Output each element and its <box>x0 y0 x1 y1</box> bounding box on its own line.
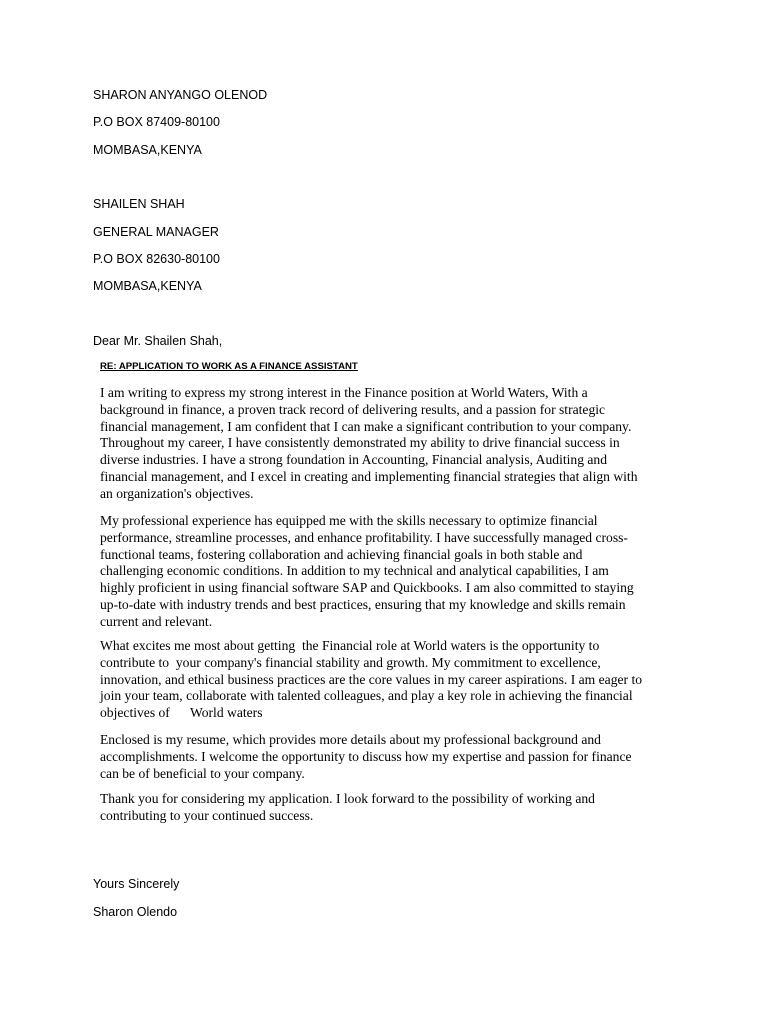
recipient-city: MOMBASA,KENYA <box>93 279 202 293</box>
paragraph-line: up-to-date with industry trends and best practices, ensuring that my knowledge and skills remain <box>100 596 626 612</box>
sender-po-box: P.O BOX 87409-80100 <box>93 115 220 129</box>
paragraph-line: financial management, I am confident that I can make a significant contribution to your company. <box>100 418 632 434</box>
paragraph-line: can be of beneficial to your company. <box>100 765 305 781</box>
recipient-po-box: P.O BOX 82630-80100 <box>93 252 220 266</box>
paragraph-line: functional teams, fostering collaboration and achieving financial goals in both stable and <box>100 546 583 562</box>
paragraph-line: I am writing to express my strong interest in the Finance position at World Waters, With a <box>100 385 588 400</box>
paragraph-line: join your team, collaborate with talented colleagues, and play a key role in achieving the financial <box>100 688 633 704</box>
body-paragraph-5 <box>100 791 672 825</box>
paragraph-line: objectives of World waters <box>100 705 263 721</box>
subject-line: RE: APPLICATION TO WORK AS A FINANCE ASSISTANT <box>100 361 358 372</box>
paragraph-line: performance, streamline processes, and enhance profitability. I have successfully managed cross- <box>100 529 628 545</box>
paragraph-line: Thank you for considering my application. I look forward to the possibility of working and <box>100 791 595 806</box>
paragraph-line: diverse industries. I have a strong foundation in Accounting, Financial analysis, Auditing and <box>100 452 608 468</box>
salutation: Dear Mr. Shailen Shah, <box>93 334 223 348</box>
paragraph-line: Enclosed is my resume, which provides more details about my professional background and <box>100 732 601 747</box>
recipient-title: GENERAL MANAGER <box>93 225 219 239</box>
signature-name: Sharon Olendo <box>93 905 178 919</box>
recipient-name: SHAILEN SHAH <box>93 197 185 211</box>
body-paragraph-1 <box>100 385 672 503</box>
paragraph-line: contributing to your continued success. <box>100 807 314 823</box>
paragraph-line: My professional experience has equipped me with the skills necessary to optimize financial <box>100 513 598 528</box>
paragraph-line: Throughout my career, I have consistently demonstrated my ability to drive financial success in <box>100 435 620 451</box>
body-paragraph-3 <box>100 638 672 722</box>
paragraph-line: challenging economic conditions. In addition to my technical and analytical capabilities, I am <box>100 563 609 579</box>
body-paragraph-4 <box>100 732 672 782</box>
sender-name: SHARON ANYANGO OLENOD <box>93 88 268 102</box>
paragraph-line: innovation, and ethical business practices are the core values in my career aspirations. I am eager to <box>100 671 643 687</box>
paragraph-line: What excites me most about getting the Financial role at World waters is the opportunity to <box>100 638 600 653</box>
paragraph-line: an organization's objectives. <box>100 485 254 501</box>
paragraph-line: accomplishments. I welcome the opportunity to discuss how my expertise and passion for finance <box>100 748 632 764</box>
paragraph-line: current and relevant. <box>100 613 213 629</box>
sender-city: MOMBASA,KENYA <box>93 143 202 157</box>
closing: Yours Sincerely <box>93 877 180 891</box>
paragraph-line: contribute to your company's financial stability and growth. My commitment to excellence, <box>100 654 601 670</box>
paragraph-line: highly proficient in using financial software SAP and Quickbooks. I am also committed to staying <box>100 580 634 596</box>
paragraph-line: background in finance, a proven track record of delivering results, and a passion for strategic <box>100 401 606 417</box>
body-paragraph-2 <box>100 513 672 631</box>
paragraph-line: financial management, and I excel in creating and implementing financial strategies that align with <box>100 468 638 484</box>
